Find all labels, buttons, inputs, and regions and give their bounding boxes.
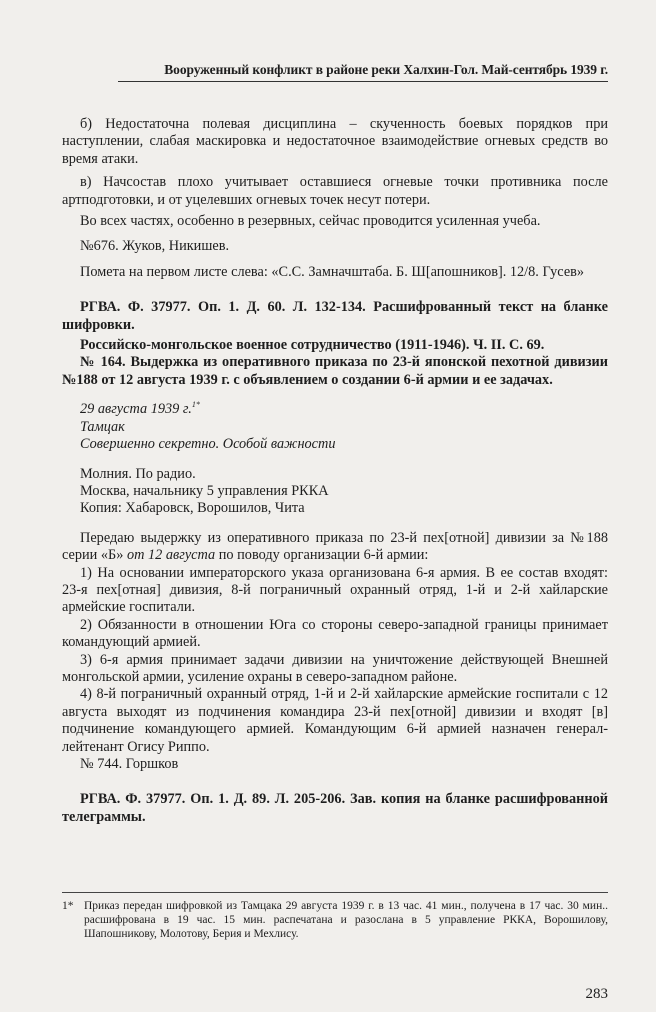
footnote-reference[interactable]: 1* — [191, 400, 200, 410]
running-header: Вооруженный конфликт в районе реки Халхин-Гол. Май-сентябрь 1939 г. — [118, 62, 608, 82]
routing-line-2: Москва, начальнику 5 управления РККА — [80, 482, 329, 499]
archive-note: Помета на первом листе слева: «С.С. Замначштаба. Б. Ш[апошников]. 12/8. Гусев» — [80, 263, 585, 280]
order-item-1: 1) На основании императорского указа организована 6-я армия. В ее состав входят: 23-я пех[отная] дивизия, 8-й пограничный охранный отряд, 1-й и 2-й хайларские армейские госпитали. — [62, 564, 608, 616]
order-item-3: 3) 6-я армия принимает задачи дивизии на уничтожение действующей Внешней монгольской армии, усиление охраны в северо-западном районе. — [62, 651, 608, 685]
publication-source: Российско-монгольское военное сотрудничество (1911-1946). Ч. II. С. 69. — [80, 337, 545, 354]
footnote-text: Приказ передан шифровкой из Тамцака 29 августа 1939 г. в 13 час. 41 мин., получена в 17 час. 30 мин.. расшифрована в 19 час. 15 мин. распечатана и разослана в 5 управление РККА, Ворошилову, Шапошникову, Молотову, Берия и Мехлису. — [84, 900, 608, 940]
routing-line-3: Копия: Хабаровск, Ворошилов, Чита — [80, 500, 305, 517]
signature-gorshkov: № 744. Горшков — [80, 756, 179, 772]
date-text: 29 августа 1939 г. — [80, 401, 192, 418]
archive-source: РГВА. Ф. 37977. Оп. 1. Д. 60. Л. 132-134. Расшифрованный текст на бланке шифровки. — [62, 299, 608, 333]
intro-part-2: по поводу организации 6-й армии: — [218, 547, 429, 564]
paragraph-v: в) Начсостав плохо учитывает оставшиеся огневые точки противника после артподготовки, и от уцелевших огневых точек несут потери. — [62, 174, 608, 208]
footnote-divider — [62, 892, 608, 893]
document-classification: Совершенно секретно. Особой важности — [80, 436, 336, 453]
document-date — [80, 401, 608, 418]
intro-part-1: Передаю выдержку из оперативного приказа по 23-й пех[отной] дивизии за №188 серии «Б» — [62, 529, 608, 564]
order-item-2: 2) Обязанности в отношении Юга со стороны северо-западной границы принимает командующий армией. — [62, 616, 608, 651]
intro-date-italic: от 12 августа — [126, 547, 216, 564]
order-item-4: 4) 8-й пограничный охранный отряд, 1-й и 2-й хайларские армейские госпитали с 12 августа выходят из подчинения командира 23-й пех[отной] дивизии и входят [в] подчинение командующего армией. Командующим 6-й армией назначен генерал-лейтенант Огису Риппо. — [62, 686, 608, 755]
footnote — [62, 899, 608, 941]
page-body — [62, 116, 608, 826]
footnote-mark: 1* — [62, 900, 74, 912]
paragraph-b: б) Недостаточна полевая дисциплина – скученность боевых порядков при наступлении, слабая маскировка и недостаточное взаимодействие огневых средств во время атаки. — [62, 116, 608, 167]
signature-zhukov: №676. Жуков, Никишев. — [80, 238, 230, 255]
document-title: № 164. Выдержка из оперативного приказа по 23-й японской пехотной дивизии №188 от 12 августа 1939 г. с объявлением о создании 6-й армии и ее задачах. — [62, 354, 608, 388]
routing-line-1: Молния. По радио. — [80, 465, 196, 482]
intro-paragraph — [62, 530, 608, 565]
page-number: 283 — [585, 986, 608, 1002]
paragraph-training: Во всех частях, особенно в резервных, сейчас проводится усиленная учеба. — [80, 213, 541, 230]
document-place: Тамцак — [80, 418, 125, 435]
document-source: РГВА. Ф. 37977. Оп. 1. Д. 89. Л. 205-206. Зав. копия на бланке расшифрованной телеграммы. — [62, 791, 608, 825]
